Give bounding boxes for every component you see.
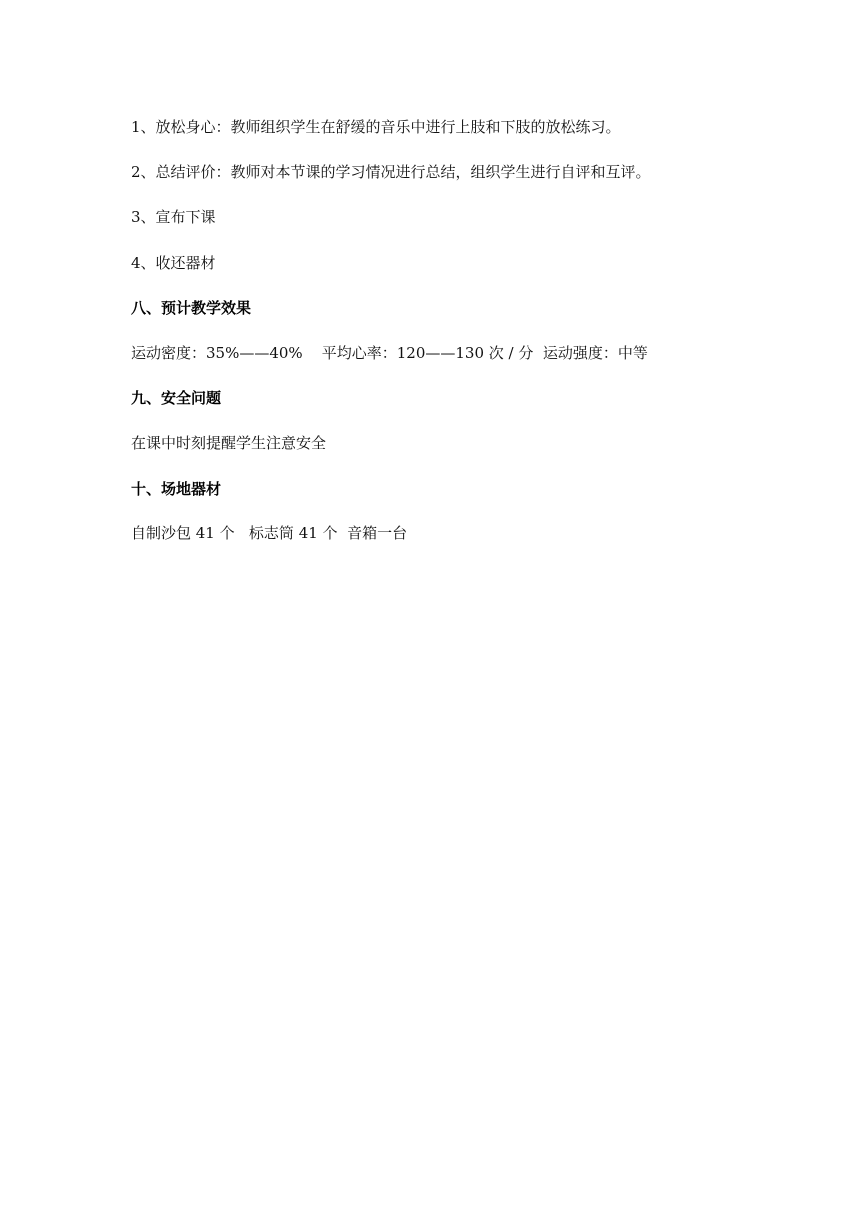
list-item-relax: 1、放松身心：教师组织学生在舒缓的音乐中进行上肢和下肢的放松练习。 [131,118,621,136]
section-heading-expected-effect: 八、预计教学效果 [131,299,252,317]
section-heading-safety: 九、安全问题 [131,389,222,407]
list-item-equipment: 4、收还器材 [131,254,216,272]
list-item-dismiss: 3、宣布下课 [131,208,216,226]
list-item-summary: 2、总结评价：教师对本节课的学习情况进行总结，组织学生进行自评和互评。 [131,163,651,181]
venue-equipment-text: 自制沙包 41 个 标志筒 41 个 音箱一台 [131,524,408,542]
expected-effect-text: 运动密度：35%——40% 平均心率：120——130 次 / 分 运动强度：中等 [131,344,648,362]
safety-text: 在课中时刻提醒学生注意安全 [131,434,327,452]
section-heading-venue-equipment: 十、场地器材 [131,480,222,498]
